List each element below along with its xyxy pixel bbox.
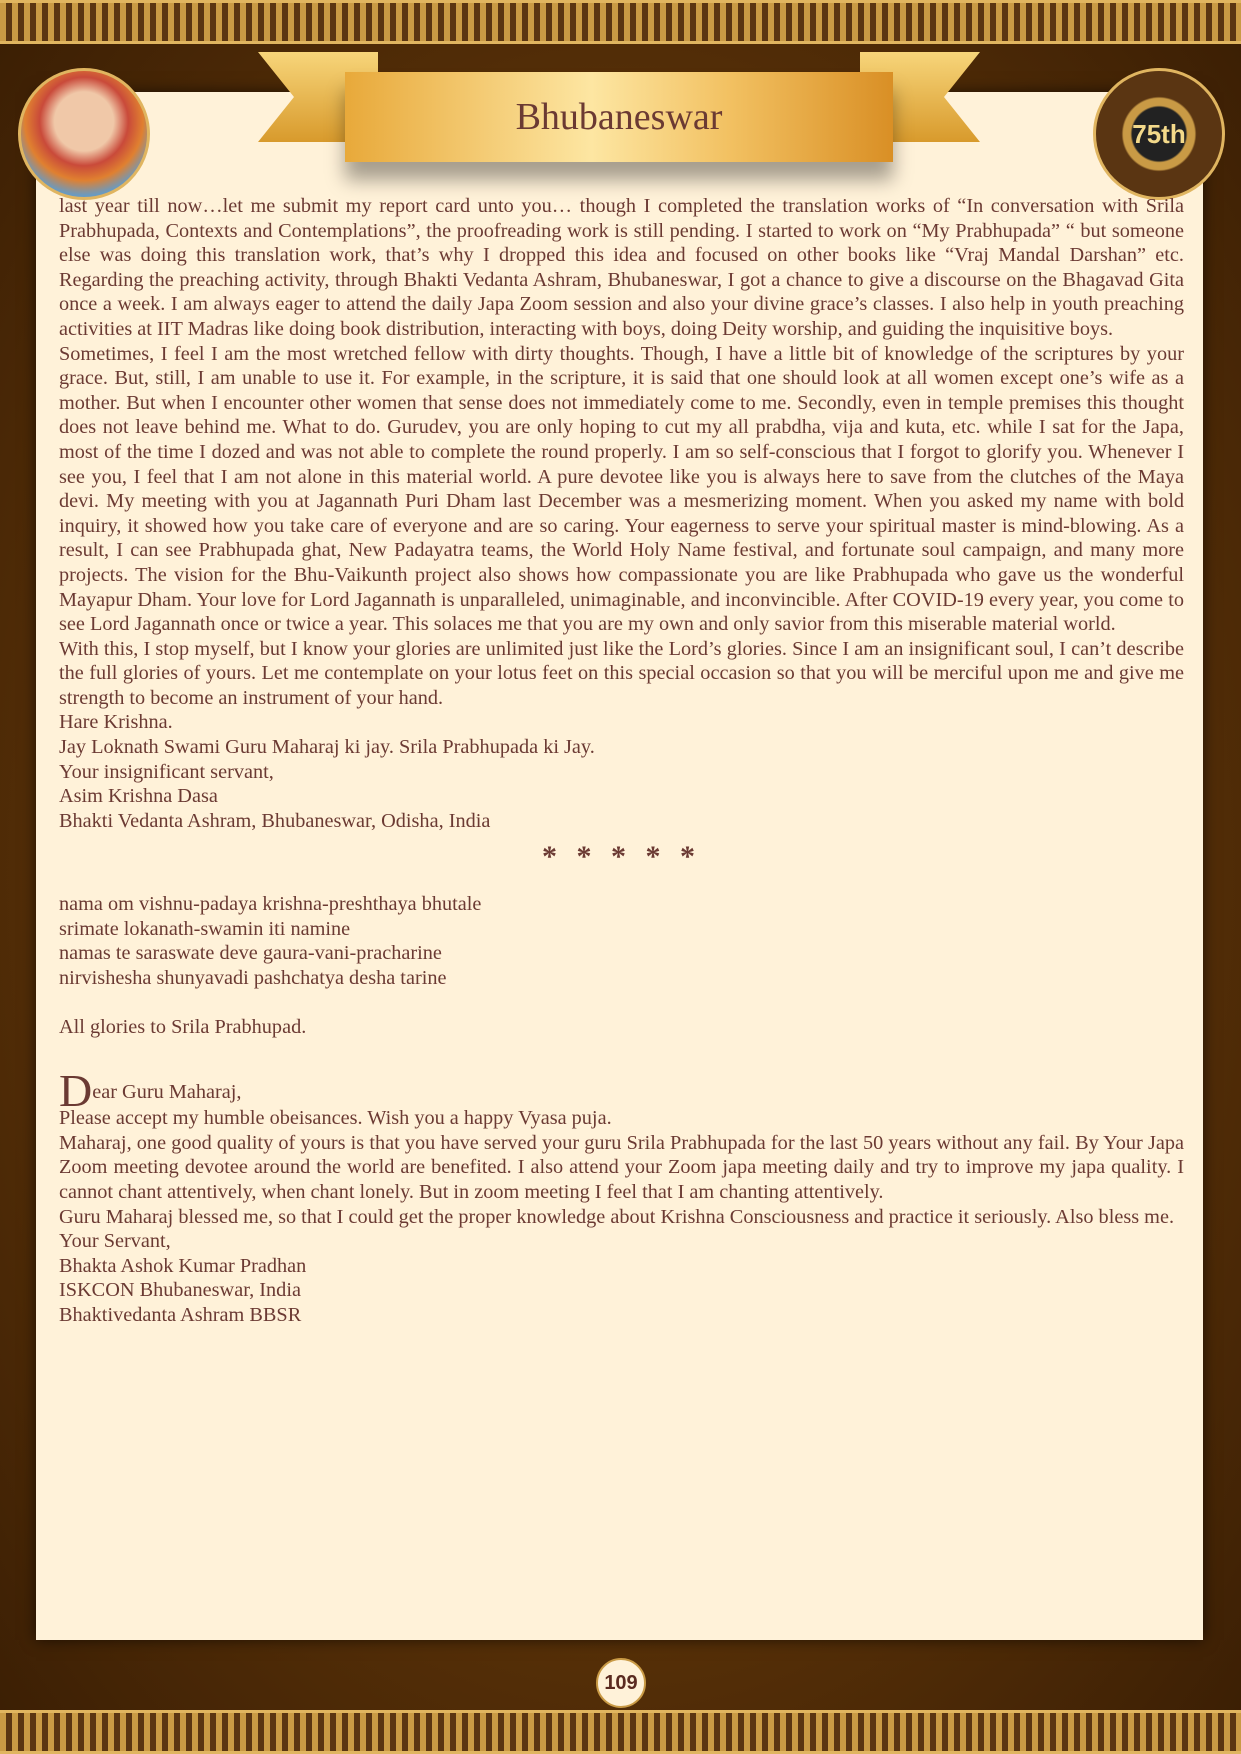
mantra-line: namas te saraswate deve gaura-vani-pracharine — [59, 942, 442, 965]
title-banner — [345, 72, 893, 162]
decorative-border-top — [0, 0, 1241, 44]
paragraph: last year till now…let me submit my report card unto you… though I completed the translation works of “In conversation with Srila Prabhupada, Contexts and Contemplations”, the proofreading work is still pending. I started to work on “My Prabhupada” “ but someone else was doing this translation work, that’s why I dropped this idea and focused on other books like “Vraj Mandal Darshan” etc. Regarding the preaching activity, through Bhakti Vedanta Ashram, Bhubaneswar, I got a chance to give a discourse on the Bhagavad Gita once a week. I am always eager to attend the daily Japa Zoom session and also your divine grace’s classes. I also help in youth preaching activities at IIT Madras like doing book distribution, interacting with boys, doing Deity worship, and guiding the inquisitive boys. — [59, 195, 1184, 340]
closing-line: Your insignificant servant, — [59, 760, 274, 783]
paragraph: Maharaj, one good quality of yours is that you have served your guru Srila Prabhupada for the last 50 years without any fail. By Your Japa Zoom meeting devotee around the world are benefited. I also attend your Zoom japa meeting daily and try to improve my japa quality. I cannot chant attentively, when chant lonely. But in zoom meeting I feel that I am chanting attentively. — [59, 1131, 1184, 1203]
closing-line: Jay Loknath Swami Guru Maharaj ki jay. Srila Prabhupada ki Jay. — [59, 736, 595, 759]
letter-content — [59, 194, 1184, 1328]
mantra-line: srimate lokanath-swamin iti namine — [59, 917, 351, 940]
signature-location: ISKCON Bhubaneswar, India — [59, 1279, 301, 1302]
page-title: Bhubaneswar — [515, 96, 723, 138]
page-number: 109 — [596, 1658, 646, 1708]
closing-line: Your Servant, — [59, 1230, 171, 1253]
paragraph: Sometimes, I feel I am the most wretched fellow with dirty thoughts. Though, I have a little bit of knowledge of the scriptures by your grace. But, still, I am unable to use it. For example, in the scripture, it is said that one should look at all women except one’s wife as a mother. But when I encounter other women that sense does not immediately come to me. Secondly, even in temple premises this thought does not leave behind me. What to do. Gurudev, you are only hoping to cut my all prabdha, vija and kuta, etc. while I sat for the Japa, most of the time I dozed and was not able to complete the round properly. I am so self-conscious that I forgot to glorify you. Whenever I see you, I feel that I am not alone in this material world. A pure devotee like you is always here to save from the clutches of the Maya devi. My meeting with you at Jagannath Puri Dham last December was a mesmerizing moment. When you asked my name with bold inquiry, it showed how you take care of everyone and are so caring. Your eagerness to serve your spiritual master is mind-blowing. As a result, I can see Prabhupada ghat, New Padayatra teams, the World Holy Name festival, and fortunate soul campaign, and many more projects. The vision for the Bhu-Vaikunth project also shows how compassionate you are like Prabhupada who gave us the wonderful Mayapur Dham. Your love for Lord Jagannath is unparalleled, unimaginable, and inconvincible. After COVID-19 every year, you come to see Lord Jagannath once or twice a year. This solaces me that you are my own and only savior from this miserable material world. — [59, 342, 1184, 636]
signature-location: Bhaktivedanta Ashram BBSR — [59, 1303, 302, 1326]
signature-name: Bhakta Ashok Kumar Pradhan — [59, 1254, 307, 1277]
vyasa-puja-seal-logo — [1093, 68, 1225, 200]
paragraph: With this, I stop myself, but I know your glories are unlimited just like the Lord’s glories. Since I am an insignificant soul, I can’t describe the full glories of yours. Let me contemplate on your lotus feet on this special occasion so that you will be merciful upon me and give me strength to become an instrument of your hand. — [59, 637, 1184, 709]
seal-number: 75th — [1132, 118, 1186, 149]
signature-location: Bhakti Vedanta Ashram, Bhubaneswar, Odisha, India — [59, 809, 491, 832]
signature-name: Asim Krishna Dasa — [59, 785, 218, 808]
paragraph: Guru Maharaj blessed me, so that I could get the proper knowledge about Krishna Consciousness and practice it seriously. Also bless me. — [59, 1205, 1175, 1228]
section-separator: * * * * * — [542, 840, 701, 874]
drop-cap: D — [59, 1065, 93, 1107]
decorative-border-bottom — [0, 1710, 1241, 1754]
salutation: ear Guru Maharaj, — [92, 1081, 242, 1104]
paragraph: Please accept my humble obeisances. Wish you a happy Vyasa puja. — [59, 1107, 612, 1130]
mantra-line: nama om vishnu-padaya krishna-preshthaya bhutale — [59, 893, 482, 916]
mantra-line: nirvishesha shunyavadi pashchatya desha tarine — [59, 966, 447, 989]
closing-line: Hare Krishna. — [59, 711, 173, 734]
guru-photo — [18, 68, 150, 200]
glories-line: All glories to Srila Prabhupad. — [59, 1016, 307, 1038]
